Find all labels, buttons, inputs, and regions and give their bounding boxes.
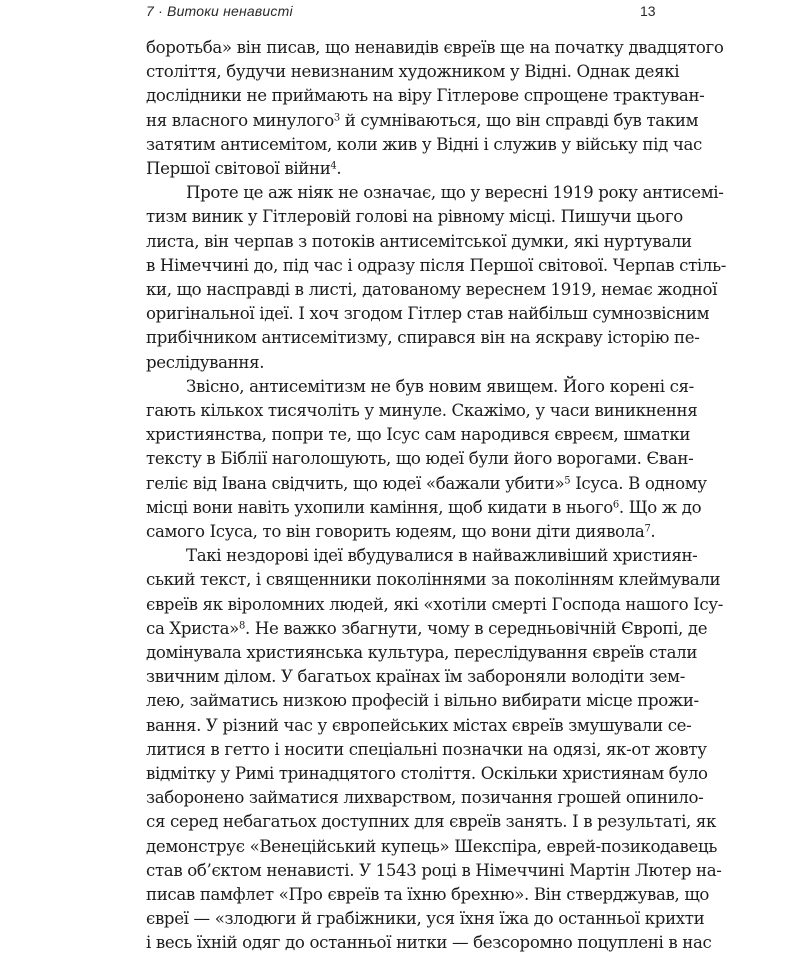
line-text: лею, займатись низкою професій і вільно вибирати місце прожи- <box>146 691 699 711</box>
line-text: звичним ділом. У багатьох країнах їм забороняли володіти зем- <box>146 667 685 687</box>
line-text: домінувала християнська культура, переслідування євреїв стали <box>146 643 698 662</box>
text-line <box>146 641 698 665</box>
footnote-marker: 7 <box>644 523 651 535</box>
line-text: вання. У різний час у європейських містах євреїв змушували се- <box>146 715 692 735</box>
line-text: Звісно, антисемітизм не був новим явищем. Його корені ся- <box>186 376 694 396</box>
text-line <box>146 302 710 326</box>
text-line <box>146 786 704 810</box>
line-text: геліє від Івана свідчить, що юдеї «бажали убити» <box>146 473 565 493</box>
footnote-marker: 3 <box>333 112 340 124</box>
text-line <box>186 375 694 399</box>
line-text: ся серед небагатьох доступних для євреїв занять. І в результаті, як <box>146 812 717 832</box>
text-line <box>146 133 702 157</box>
text-line <box>146 157 655 181</box>
line-text: століття, будучи невизнаним художником у Відні. Однак деякі <box>146 62 680 82</box>
text-line <box>146 447 694 471</box>
line-text: оригінальної ідеї. І хоч згодом Гітлер став найбільш сумнозвісним <box>146 304 710 324</box>
line-text: ський текст, і священники поколіннями за поколінням клеймували <box>146 570 721 590</box>
line-text-tail: й сумніваються, що він справді був таким <box>339 110 699 130</box>
text-line <box>146 665 685 689</box>
text-line <box>146 230 692 254</box>
line-text: місці вони навіть ухопили каміння, щоб кидати в нього <box>146 497 613 517</box>
line-text: са Христа» <box>146 618 239 638</box>
line-text: Першої світової війни <box>146 159 331 178</box>
text-line <box>146 60 680 84</box>
page-number: 13 <box>640 3 656 19</box>
text-line <box>146 931 712 955</box>
footnote-marker: 5 <box>564 475 571 487</box>
line-text: боротьба» він писав, що ненавидів євреїв ще на початку двадцятого <box>146 38 724 57</box>
line-text: євреї — «злодюги й грабіжники, уся їхня їжа до останньої крихти <box>146 909 705 929</box>
line-text: ки, що насправді в листі, датованому вереснем 1919, немає жодної <box>146 280 718 299</box>
text-line <box>146 593 724 617</box>
footnote-marker: 4 <box>330 160 337 172</box>
text-line <box>146 762 708 786</box>
text-line <box>146 472 707 496</box>
text-line <box>146 399 698 423</box>
text-line <box>146 254 727 278</box>
text-line <box>146 907 705 931</box>
text-line <box>146 689 699 713</box>
footnote-marker: 6 <box>612 499 619 511</box>
text-line <box>146 568 721 592</box>
running-head: 7 · Витоки ненависті <box>146 3 293 19</box>
line-text: затятим антисемітом, коли жив у Відні і служив у війську під час <box>146 134 702 154</box>
line-text: листа, він черпав з потоків антисемітської думки, які нуртували <box>146 231 692 251</box>
text-line <box>146 520 655 544</box>
line-text-tail: Ісуса. В одному <box>570 473 707 493</box>
line-text: дослідники не приймають на віру Гітлерове спрощене трактуван- <box>146 86 705 106</box>
text-line <box>186 544 698 568</box>
footnote-marker: 8 <box>238 620 245 632</box>
text-line <box>146 810 717 834</box>
line-text: відмітку у Римі тринадцятого століття. Оскільки християнам було <box>146 764 708 783</box>
text-line <box>146 84 705 108</box>
line-text: євреїв як віроломних людей, які «хотіли смерті Господа нашого Ісу- <box>146 594 724 614</box>
text-line <box>146 36 724 60</box>
line-text: християнства, попри те, що Ісус сам народився євреєм, шматки <box>146 425 691 445</box>
text-line <box>146 423 691 447</box>
text-line <box>146 496 702 520</box>
text-line <box>186 181 724 205</box>
line-text: тексту в Біблії наголошують, що юдеї були його ворогами. Єван- <box>146 449 694 469</box>
line-text-tail: . Що ж до <box>618 497 702 517</box>
line-text: писав памфлет «Про євреїв та їхню брехню». Він стверджував, що <box>146 885 710 904</box>
text-line <box>146 835 718 859</box>
line-text: прибічником антисемітизму, спирався він на яскраву історію пе- <box>146 328 700 348</box>
line-text: став об’єктом ненависті. У 1543 році в Німеччині Мартін Лютер на- <box>146 860 722 880</box>
line-text: ня власного минулого <box>146 110 334 130</box>
text-line <box>146 714 692 738</box>
line-text: і весь їхній одяг до останньої нитки — безсоромно поцуплені в нас <box>146 933 712 953</box>
line-text: тизм виник у Гітлеровій голові на рівному місці. Пишучи цього <box>146 207 683 227</box>
text-line <box>146 109 699 133</box>
text-line <box>146 205 683 229</box>
line-text-tail: . <box>336 159 342 178</box>
line-text: литися в гетто і носити спеціальні позначки на одязі, як-от жовту <box>146 739 707 759</box>
line-text: реслідування. <box>146 352 265 372</box>
line-text: Проте це аж ніяк не означає, що у вересні 1919 року антисемі- <box>186 183 724 203</box>
text-line <box>146 617 708 641</box>
line-text: самого Ісуса, то він говорить юдеям, що вони діти диявола <box>146 522 645 541</box>
text-line <box>146 278 718 302</box>
text-line <box>146 738 707 762</box>
line-text-tail: . <box>650 522 656 541</box>
line-text: гають кількох тисячоліть у минуле. Скажімо, у часи виникнення <box>146 401 698 420</box>
text-line <box>146 859 722 883</box>
text-line <box>146 351 655 375</box>
line-text: демонструє «Венеційський купець» Шекспіра, еврей-позикодавець <box>146 836 718 856</box>
line-text-tail: . Не важко збагнути, чому в середньовічній Європі, де <box>244 618 708 638</box>
line-text: заборонено займатися лихварством, позичання грошей опинило- <box>146 788 704 808</box>
line-text: Такі нездорові ідеї вбудувалися в найважливіший християн- <box>186 546 698 566</box>
text-line <box>146 326 700 350</box>
text-line <box>146 883 710 907</box>
line-text: в Німеччині до, під час і одразу після Першої світової. Черпав стіль- <box>146 255 727 275</box>
